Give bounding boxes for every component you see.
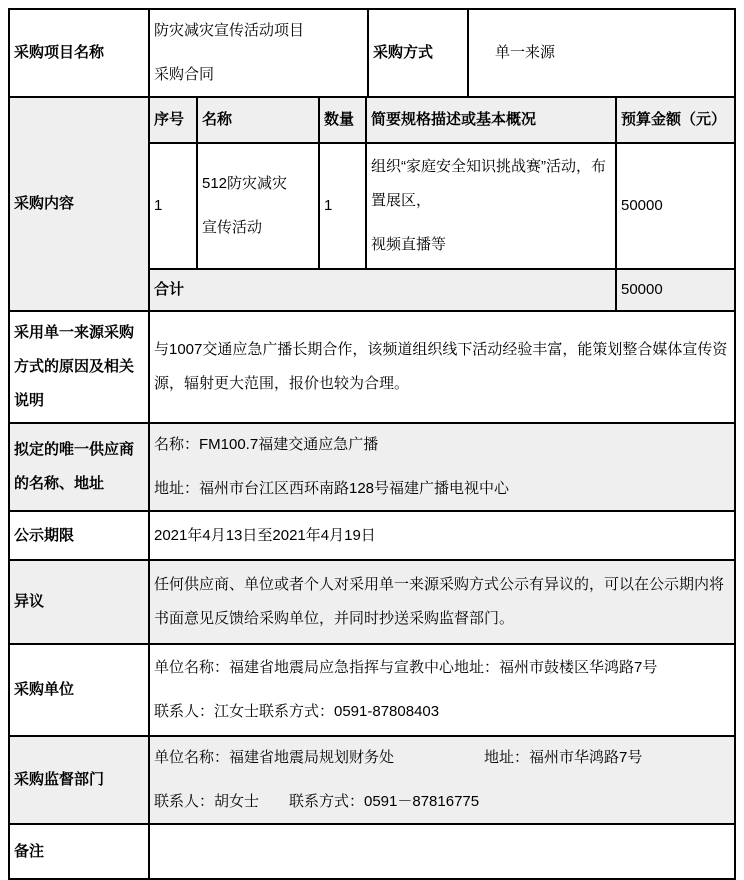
purchaser-label: 采购单位 xyxy=(10,645,148,735)
supervisor-label: 采购监督部门 xyxy=(10,737,148,823)
reason-value: 与1007交通应急广播长期合作，该频道组织线下活动经验丰富，能策划整合媒体宣传资源，辐射更大范围，报价也较为合理。 xyxy=(150,312,734,422)
row-supervisor xyxy=(10,737,734,823)
objection-label: 异议 xyxy=(10,561,148,643)
col-header-desc: 简要规格描述或基本概况 xyxy=(367,98,615,142)
remark-label: 备注 xyxy=(10,825,148,878)
row-purchaser xyxy=(10,645,734,735)
objection-value: 任何供应商、单位或者个人对采用单一来源采购方式公示有异议的，可以在公示期内将书面意见反馈给采购单位，并同时抄送采购监督部门。 xyxy=(150,561,734,643)
procurement-publicity-table xyxy=(8,8,736,880)
remark-value xyxy=(150,825,734,878)
col-header-name: 名称 xyxy=(198,98,318,142)
period-value: 2021年4月13日至2021年4月19日 xyxy=(150,512,734,559)
col-header-qty: 数量 xyxy=(320,98,365,142)
content-label: 采购内容 xyxy=(10,98,148,310)
item-no: 1 xyxy=(150,144,196,268)
col-header-no: 序号 xyxy=(150,98,196,142)
reason-label: 采用单一来源采购方式的原因及相关说明 xyxy=(10,312,148,422)
row-reason xyxy=(10,312,734,422)
row-remark xyxy=(10,825,734,878)
item-name: 512防灾减灾 宣传活动 xyxy=(198,144,318,268)
method-label: 采购方式 xyxy=(369,10,467,96)
purchaser-value: 单位名称：福建省地震局应急指挥与宣教中心地址：福州市鼓楼区华鸿路7号 联系人：江女士联系方式：0591-87808403 xyxy=(150,645,734,735)
project-name-value: 防灾减灾宣传活动项目 采购合同 xyxy=(150,10,367,96)
total-value: 50000 xyxy=(617,270,734,310)
row-supplier xyxy=(10,424,734,510)
period-label: 公示期限 xyxy=(10,512,148,559)
supplier-value: 名称：FM100.7福建交通应急广播 地址：福州市台江区西环南路128号福建广播电视中心 xyxy=(150,424,734,510)
project-name-label: 采购项目名称 xyxy=(10,10,148,96)
method-value: 单一来源 xyxy=(469,10,734,96)
supervisor-value: 单位名称：福建省地震局规划财务处 地址：福州市华鸿路7号 联系人：胡女士 联系方式：0591－87816775 xyxy=(150,737,734,823)
item-desc: 组织“家庭安全知识挑战赛”活动，布置展区， 视频直播等 xyxy=(367,144,615,268)
supplier-label: 拟定的唯一供应商的名称、地址 xyxy=(10,424,148,510)
item-budget: 50000 xyxy=(617,144,734,268)
item-qty: 1 xyxy=(320,144,365,268)
row-content xyxy=(10,98,734,310)
row-objection xyxy=(10,561,734,643)
total-label: 合计 xyxy=(150,270,615,310)
row-period xyxy=(10,512,734,559)
row-project xyxy=(10,10,734,96)
col-header-budget: 预算金额（元） xyxy=(617,98,734,142)
